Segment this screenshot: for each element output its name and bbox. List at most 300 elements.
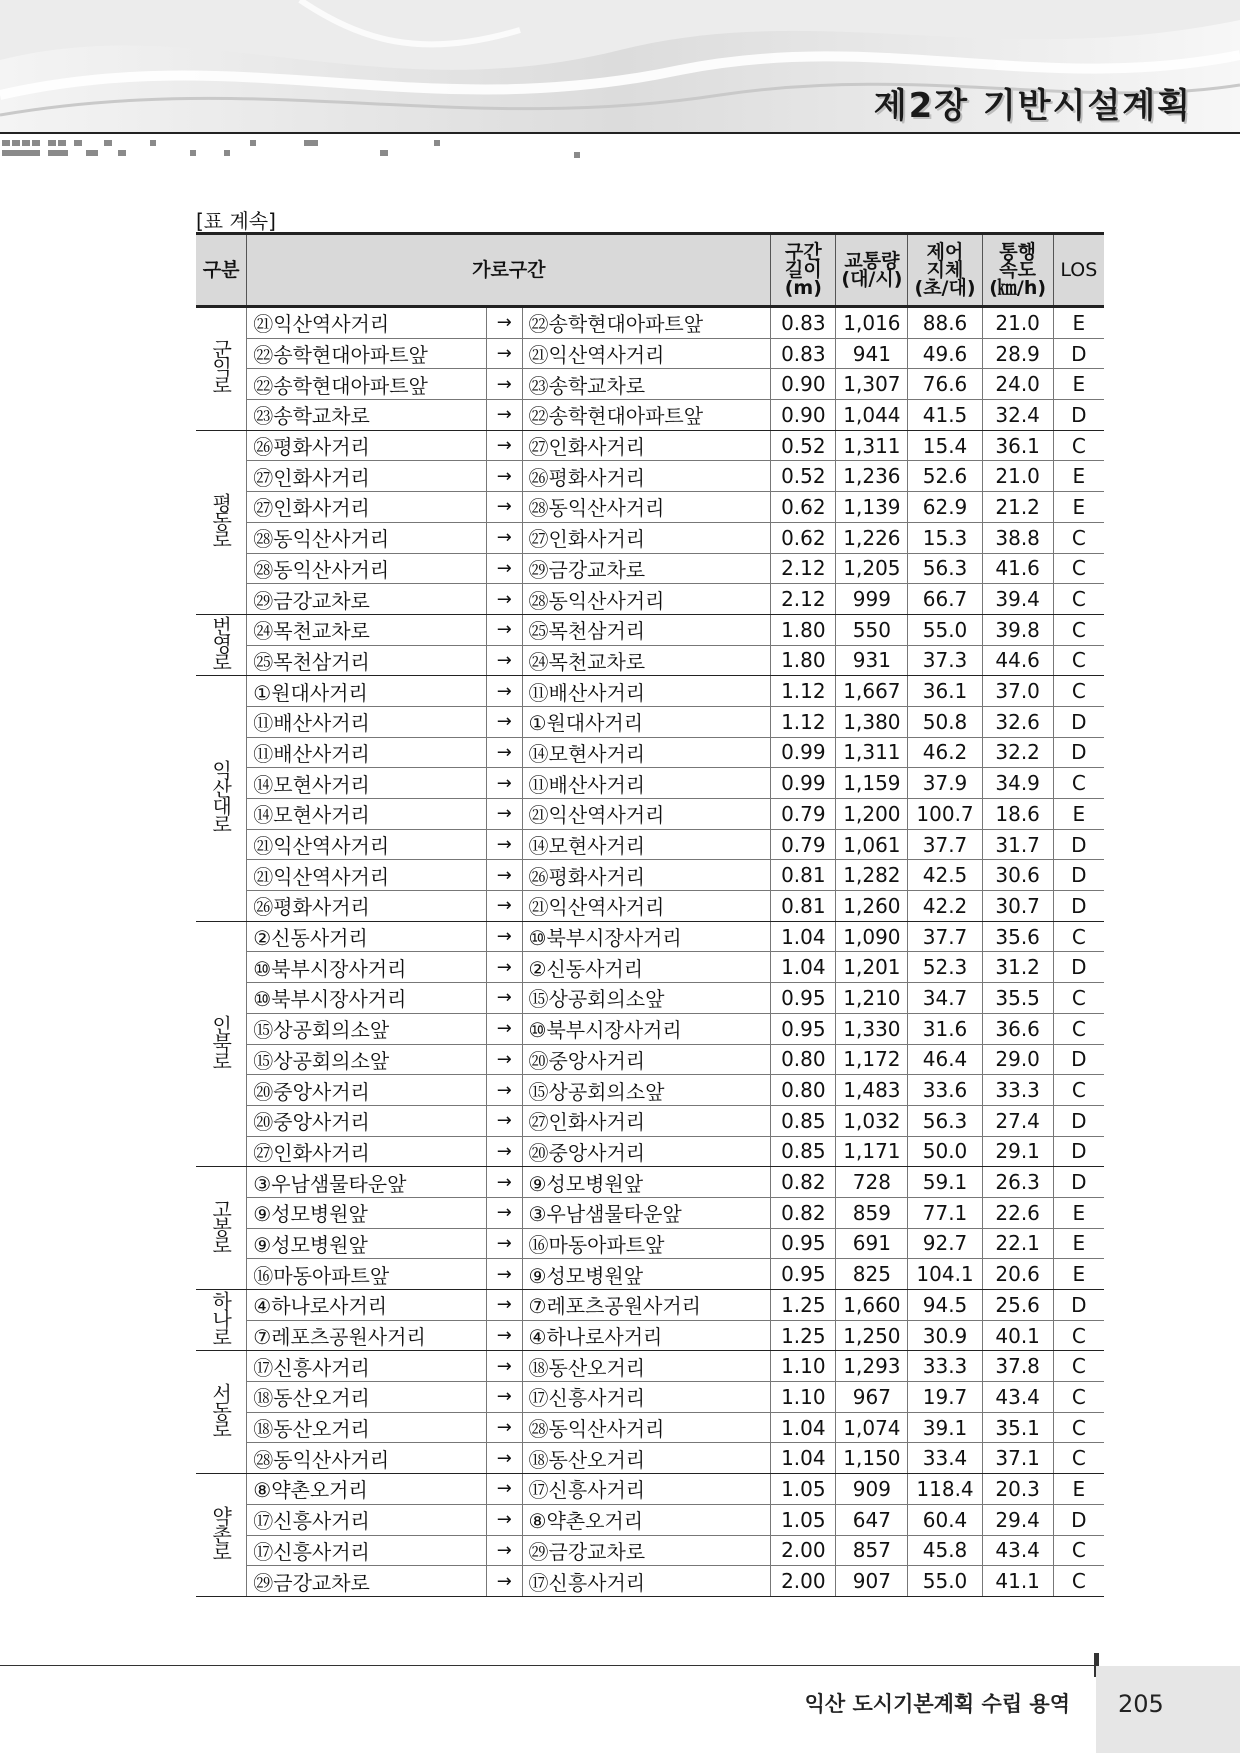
cell-volume: 1,044: [836, 400, 908, 431]
table-row: [196, 829, 1104, 860]
cell-length: 0.82: [771, 1167, 836, 1198]
cell-los: C: [1053, 983, 1104, 1014]
cell-los: C: [1053, 645, 1104, 676]
cell-delay: 31.6: [908, 1013, 982, 1044]
cell-arrow: →: [486, 829, 522, 860]
traffic-los-table: [196, 232, 1104, 1597]
table-row: [196, 1075, 1104, 1106]
cell-delay: 45.8: [908, 1535, 982, 1566]
cell-speed: 20.3: [982, 1474, 1053, 1505]
cell-los: E: [1053, 307, 1104, 339]
road-name: 군익로: [208, 339, 233, 394]
cell-volume: 1,282: [836, 860, 908, 891]
road-group-cell: [196, 307, 247, 431]
cell-los: D: [1053, 1105, 1104, 1136]
cell-volume: 1,090: [836, 921, 908, 952]
cell-from: ⑳중앙사거리: [247, 1105, 487, 1136]
cell-from: ⑧약촌오거리: [247, 1474, 487, 1505]
cell-speed: 32.6: [982, 706, 1053, 737]
cell-volume: 1,205: [836, 553, 908, 584]
cell-speed: 36.6: [982, 1013, 1053, 1044]
road-group-cell: [196, 1167, 247, 1290]
header-delay: 제어 지체 (초/대): [908, 234, 982, 307]
cell-delay: 30.9: [908, 1320, 982, 1351]
cell-arrow: →: [486, 799, 522, 830]
cell-volume: 1,667: [836, 676, 908, 707]
cell-volume: 1,311: [836, 737, 908, 768]
cell-length: 0.80: [771, 1044, 836, 1075]
cell-los: C: [1053, 584, 1104, 615]
cell-volume: 907: [836, 1566, 908, 1597]
cell-speed: 37.0: [982, 676, 1053, 707]
cell-los: E: [1053, 1474, 1104, 1505]
cell-delay: 59.1: [908, 1167, 982, 1198]
cell-to: ㉒송학현대아파트앞: [522, 400, 771, 431]
cell-from: ⑦레포츠공원사거리: [247, 1320, 487, 1351]
cell-delay: 39.1: [908, 1412, 982, 1443]
cell-arrow: →: [486, 369, 522, 400]
cell-arrow: →: [486, 614, 522, 645]
cell-to: ㉗인화사거리: [522, 1105, 771, 1136]
cell-from: ③우남샘물타운앞: [247, 1167, 487, 1198]
cell-volume: 647: [836, 1504, 908, 1535]
cell-arrow: →: [486, 1044, 522, 1075]
cell-to: ③우남샘물타운앞: [522, 1197, 771, 1228]
cell-to: ㉘동익산사거리: [522, 1412, 771, 1443]
cell-delay: 100.7: [908, 799, 982, 830]
table-row: [196, 1566, 1104, 1597]
table-row: [196, 1136, 1104, 1167]
cell-arrow: →: [486, 1259, 522, 1290]
cell-from: ⑪배산사거리: [247, 737, 487, 768]
cell-from: ⑳중앙사거리: [247, 1075, 487, 1106]
cell-to: ⑦레포츠공원사거리: [522, 1290, 771, 1321]
cell-delay: 66.7: [908, 584, 982, 615]
page-number: 205: [1118, 1690, 1164, 1718]
cell-speed: 32.4: [982, 400, 1053, 431]
cell-delay: 104.1: [908, 1259, 982, 1290]
road-name: 하나로: [208, 1290, 233, 1345]
road-group-cell: [196, 1474, 247, 1597]
cell-from: ⑰신흥사거리: [247, 1504, 487, 1535]
cell-volume: 967: [836, 1382, 908, 1413]
road-name: 익산대로: [208, 760, 233, 832]
table-row: [196, 369, 1104, 400]
cell-from: ⑨성모병원앞: [247, 1197, 487, 1228]
cell-speed: 33.3: [982, 1075, 1053, 1106]
cell-from: ⑰신흥사거리: [247, 1535, 487, 1566]
cell-delay: 42.2: [908, 891, 982, 922]
table-row: [196, 645, 1104, 676]
cell-speed: 21.0: [982, 307, 1053, 339]
cell-speed: 20.6: [982, 1259, 1053, 1290]
cell-length: 2.12: [771, 584, 836, 615]
cell-arrow: →: [486, 522, 522, 553]
cell-volume: 857: [836, 1535, 908, 1566]
cell-length: 0.79: [771, 829, 836, 860]
cell-length: 1.10: [771, 1382, 836, 1413]
cell-los: D: [1053, 737, 1104, 768]
table-row: [196, 1105, 1104, 1136]
cell-length: 0.62: [771, 522, 836, 553]
cell-speed: 32.2: [982, 737, 1053, 768]
cell-to: ⑪배산사거리: [522, 676, 771, 707]
cell-delay: 118.4: [908, 1474, 982, 1505]
cell-to: ㉑익산역사거리: [522, 799, 771, 830]
cell-length: 0.62: [771, 492, 836, 523]
cell-los: C: [1053, 1412, 1104, 1443]
cell-arrow: →: [486, 553, 522, 584]
header-divider: [0, 132, 1240, 134]
table-row: [196, 768, 1104, 799]
cell-length: 1.04: [771, 921, 836, 952]
cell-arrow: →: [486, 1290, 522, 1321]
cell-los: E: [1053, 369, 1104, 400]
cell-to: ㉑익산역사거리: [522, 891, 771, 922]
cell-from: ㉒송학현대아파트앞: [247, 369, 487, 400]
road-group-cell: [196, 430, 247, 614]
table-caption: [표 계속]: [196, 209, 276, 233]
cell-delay: 37.3: [908, 645, 982, 676]
cell-los: D: [1053, 1167, 1104, 1198]
cell-length: 1.80: [771, 614, 836, 645]
table-row: [196, 1013, 1104, 1044]
cell-from: ㉔목천교차로: [247, 614, 487, 645]
cell-speed: 35.5: [982, 983, 1053, 1014]
cell-arrow: →: [486, 921, 522, 952]
cell-arrow: →: [486, 1382, 522, 1413]
cell-from: ⑪배산사거리: [247, 706, 487, 737]
cell-speed: 21.0: [982, 461, 1053, 492]
table-row: [196, 430, 1104, 461]
footer-report-title: 익산 도시기본계획 수립 용역: [804, 1692, 1070, 1716]
table-row: [196, 461, 1104, 492]
cell-to: ⑱동산오거리: [522, 1443, 771, 1474]
road-name: 고봉로: [208, 1198, 233, 1253]
cell-arrow: →: [486, 584, 522, 615]
table-row: [196, 983, 1104, 1014]
cell-volume: 1,201: [836, 952, 908, 983]
cell-los: D: [1053, 1136, 1104, 1167]
cell-to: ⑯마동아파트앞: [522, 1228, 771, 1259]
table-row: [196, 1351, 1104, 1382]
cell-from: ⑱동산오거리: [247, 1412, 487, 1443]
table-row: [196, 891, 1104, 922]
table-row: [196, 799, 1104, 830]
cell-los: D: [1053, 400, 1104, 431]
cell-los: D: [1053, 706, 1104, 737]
table-row: [196, 1443, 1104, 1474]
cell-volume: 1,250: [836, 1320, 908, 1351]
cell-speed: 21.2: [982, 492, 1053, 523]
road-name: 평동로: [208, 492, 233, 547]
cell-los: D: [1053, 338, 1104, 369]
cell-speed: 31.2: [982, 952, 1053, 983]
cell-arrow: →: [486, 1075, 522, 1106]
cell-to: ⑰신흥사거리: [522, 1382, 771, 1413]
cell-volume: 1,483: [836, 1075, 908, 1106]
cell-volume: 1,061: [836, 829, 908, 860]
cell-los: C: [1053, 1351, 1104, 1382]
cell-volume: 1,200: [836, 799, 908, 830]
cell-los: E: [1053, 1197, 1104, 1228]
cell-delay: 62.9: [908, 492, 982, 523]
cell-to: ㉗인화사거리: [522, 430, 771, 461]
cell-speed: 44.6: [982, 645, 1053, 676]
cell-volume: 1,074: [836, 1412, 908, 1443]
cell-arrow: →: [486, 430, 522, 461]
cell-los: D: [1053, 952, 1104, 983]
cell-los: C: [1053, 553, 1104, 584]
cell-volume: 1,172: [836, 1044, 908, 1075]
cell-delay: 50.0: [908, 1136, 982, 1167]
cell-from: ㉗인화사거리: [247, 492, 487, 523]
cell-length: 0.95: [771, 1259, 836, 1290]
cell-los: C: [1053, 1566, 1104, 1597]
road-group-cell: [196, 1351, 247, 1474]
cell-speed: 36.1: [982, 430, 1053, 461]
cell-arrow: →: [486, 983, 522, 1014]
cell-los: E: [1053, 492, 1104, 523]
cell-volume: 1,293: [836, 1351, 908, 1382]
cell-delay: 46.2: [908, 737, 982, 768]
road-group-cell: [196, 921, 247, 1167]
cell-delay: 52.3: [908, 952, 982, 983]
cell-arrow: →: [486, 891, 522, 922]
table-row: [196, 1228, 1104, 1259]
header-speed: 통행 속도 (㎞/h): [982, 234, 1053, 307]
road-group-cell: [196, 1290, 247, 1351]
cell-from: ㉑익산역사거리: [247, 829, 487, 860]
cell-volume: 825: [836, 1259, 908, 1290]
cell-speed: 30.7: [982, 891, 1053, 922]
table-row: [196, 1412, 1104, 1443]
cell-to: ㉒송학현대아파트앞: [522, 307, 771, 339]
cell-volume: 909: [836, 1474, 908, 1505]
cell-length: 1.05: [771, 1474, 836, 1505]
table-row: [196, 706, 1104, 737]
cell-speed: 27.4: [982, 1105, 1053, 1136]
cell-arrow: →: [486, 1566, 522, 1597]
cell-arrow: →: [486, 1167, 522, 1198]
cell-los: C: [1053, 1013, 1104, 1044]
table-row: [196, 860, 1104, 891]
cell-delay: 55.0: [908, 1566, 982, 1597]
cell-length: 0.99: [771, 737, 836, 768]
cell-from: ㉑익산역사거리: [247, 860, 487, 891]
cell-volume: 1,210: [836, 983, 908, 1014]
cell-delay: 37.7: [908, 921, 982, 952]
cell-from: ④하나로사거리: [247, 1290, 487, 1321]
cell-length: 0.82: [771, 1197, 836, 1228]
cell-length: 1.12: [771, 706, 836, 737]
cell-from: ⑱동산오거리: [247, 1382, 487, 1413]
cell-arrow: →: [486, 338, 522, 369]
cell-from: ⑭모현사거리: [247, 768, 487, 799]
road-group-cell: [196, 614, 247, 675]
table-row: [196, 952, 1104, 983]
cell-from: ㉘동익산사거리: [247, 1443, 487, 1474]
cell-speed: 25.6: [982, 1290, 1053, 1321]
cell-length: 0.99: [771, 768, 836, 799]
cell-delay: 33.6: [908, 1075, 982, 1106]
cell-to: ⑪배산사거리: [522, 768, 771, 799]
header-length: 구간 길이 (m): [771, 234, 836, 307]
cell-delay: 94.5: [908, 1290, 982, 1321]
cell-length: 1.25: [771, 1290, 836, 1321]
cell-to: ㉘동익산사거리: [522, 584, 771, 615]
cell-speed: 37.8: [982, 1351, 1053, 1382]
cell-from: ㉙금강교차로: [247, 584, 487, 615]
table-row: [196, 307, 1104, 339]
cell-length: 1.10: [771, 1351, 836, 1382]
cell-delay: 33.3: [908, 1351, 982, 1382]
cell-arrow: →: [486, 1197, 522, 1228]
table-row: [196, 1382, 1104, 1413]
cell-length: 0.95: [771, 1228, 836, 1259]
cell-length: 0.52: [771, 461, 836, 492]
cell-speed: 43.4: [982, 1382, 1053, 1413]
cell-speed: 41.6: [982, 553, 1053, 584]
cell-volume: 931: [836, 645, 908, 676]
cell-volume: 1,236: [836, 461, 908, 492]
cell-arrow: →: [486, 706, 522, 737]
table-row: [196, 1197, 1104, 1228]
cell-delay: 19.7: [908, 1382, 982, 1413]
cell-from: ㉒송학현대아파트앞: [247, 338, 487, 369]
table-row: [196, 584, 1104, 615]
table-body: [196, 307, 1104, 1597]
cell-to: ㉘동익산사거리: [522, 492, 771, 523]
cell-speed: 38.8: [982, 522, 1053, 553]
cell-volume: 1,330: [836, 1013, 908, 1044]
cell-speed: 31.7: [982, 829, 1053, 860]
cell-arrow: →: [486, 1351, 522, 1382]
table-row: [196, 492, 1104, 523]
cell-volume: 1,260: [836, 891, 908, 922]
cell-delay: 36.1: [908, 676, 982, 707]
table-row: [196, 1044, 1104, 1075]
cell-to: ⑰신흥사거리: [522, 1566, 771, 1597]
cell-from: ⑩북부시장사거리: [247, 983, 487, 1014]
cell-from: ㉓송학교차로: [247, 400, 487, 431]
cell-speed: 29.4: [982, 1504, 1053, 1535]
cell-to: ⑨성모병원앞: [522, 1167, 771, 1198]
cell-from: ⑰신흥사거리: [247, 1351, 487, 1382]
cell-speed: 22.6: [982, 1197, 1053, 1228]
cell-los: C: [1053, 1443, 1104, 1474]
chapter-title: 제2장 기반시설계획: [873, 86, 1192, 126]
cell-delay: 49.6: [908, 338, 982, 369]
cell-to: ④하나로사거리: [522, 1320, 771, 1351]
cell-length: 0.80: [771, 1075, 836, 1106]
cell-to: ㉔목천교차로: [522, 645, 771, 676]
table-row: [196, 338, 1104, 369]
cell-delay: 56.3: [908, 1105, 982, 1136]
cell-speed: 29.0: [982, 1044, 1053, 1075]
cell-delay: 34.7: [908, 983, 982, 1014]
cell-volume: 859: [836, 1197, 908, 1228]
cell-arrow: →: [486, 1013, 522, 1044]
cell-speed: 43.4: [982, 1535, 1053, 1566]
cell-length: 1.80: [771, 645, 836, 676]
cell-to: ⑭모현사거리: [522, 829, 771, 860]
cell-volume: 1,159: [836, 768, 908, 799]
cell-from: ㉕목천삼거리: [247, 645, 487, 676]
cell-length: 0.83: [771, 338, 836, 369]
cell-arrow: →: [486, 1443, 522, 1474]
header-section: 가로구간: [247, 234, 771, 307]
header-volume: 교통량 (대/시): [836, 234, 908, 307]
cell-length: 0.79: [771, 799, 836, 830]
cell-delay: 56.3: [908, 553, 982, 584]
cell-to: ⑩북부시장사거리: [522, 1013, 771, 1044]
cell-volume: 1,016: [836, 307, 908, 339]
cell-to: ⑰신흥사거리: [522, 1474, 771, 1505]
cell-arrow: →: [486, 1412, 522, 1443]
cell-los: C: [1053, 1320, 1104, 1351]
cell-length: 0.95: [771, 1013, 836, 1044]
cell-arrow: →: [486, 645, 522, 676]
cell-volume: 1,660: [836, 1290, 908, 1321]
cell-speed: 39.8: [982, 614, 1053, 645]
cell-delay: 52.6: [908, 461, 982, 492]
cell-delay: 15.4: [908, 430, 982, 461]
table-row: [196, 1167, 1104, 1198]
cell-arrow: →: [486, 1228, 522, 1259]
cell-arrow: →: [486, 461, 522, 492]
table-row: [196, 522, 1104, 553]
cell-length: 0.95: [771, 983, 836, 1014]
cell-to: ⑩북부시장사거리: [522, 921, 771, 952]
cell-length: 1.05: [771, 1504, 836, 1535]
cell-los: C: [1053, 1075, 1104, 1106]
cell-to: ⑧약촌오거리: [522, 1504, 771, 1535]
cell-speed: 18.6: [982, 799, 1053, 830]
cell-length: 1.04: [771, 1443, 836, 1474]
cell-delay: 77.1: [908, 1197, 982, 1228]
cell-length: 2.00: [771, 1566, 836, 1597]
cell-length: 2.00: [771, 1535, 836, 1566]
cell-length: 0.81: [771, 860, 836, 891]
cell-speed: 22.1: [982, 1228, 1053, 1259]
cell-volume: 691: [836, 1228, 908, 1259]
cell-volume: 1,380: [836, 706, 908, 737]
table-row: [196, 1504, 1104, 1535]
cell-to: ㉕목천삼거리: [522, 614, 771, 645]
cell-arrow: →: [486, 1320, 522, 1351]
cell-volume: 550: [836, 614, 908, 645]
cell-to: ②신동사거리: [522, 952, 771, 983]
header-los: LOS: [1053, 234, 1104, 307]
cell-speed: 34.9: [982, 768, 1053, 799]
cell-from: ㉖평화사거리: [247, 430, 487, 461]
table-row: [196, 676, 1104, 707]
cell-delay: 55.0: [908, 614, 982, 645]
footer-divider: [0, 1665, 1095, 1666]
cell-to: ⑱동산오거리: [522, 1351, 771, 1382]
cell-delay: 41.5: [908, 400, 982, 431]
cell-to: ①원대사거리: [522, 706, 771, 737]
cell-from: ②신동사거리: [247, 921, 487, 952]
cell-length: 1.04: [771, 1412, 836, 1443]
cell-to: ㉗인화사거리: [522, 522, 771, 553]
cell-from: ㉗인화사거리: [247, 461, 487, 492]
cell-volume: 1,311: [836, 430, 908, 461]
cell-from: ⑭모현사거리: [247, 799, 487, 830]
cell-delay: 42.5: [908, 860, 982, 891]
cell-to: ㉙금강교차로: [522, 1535, 771, 1566]
